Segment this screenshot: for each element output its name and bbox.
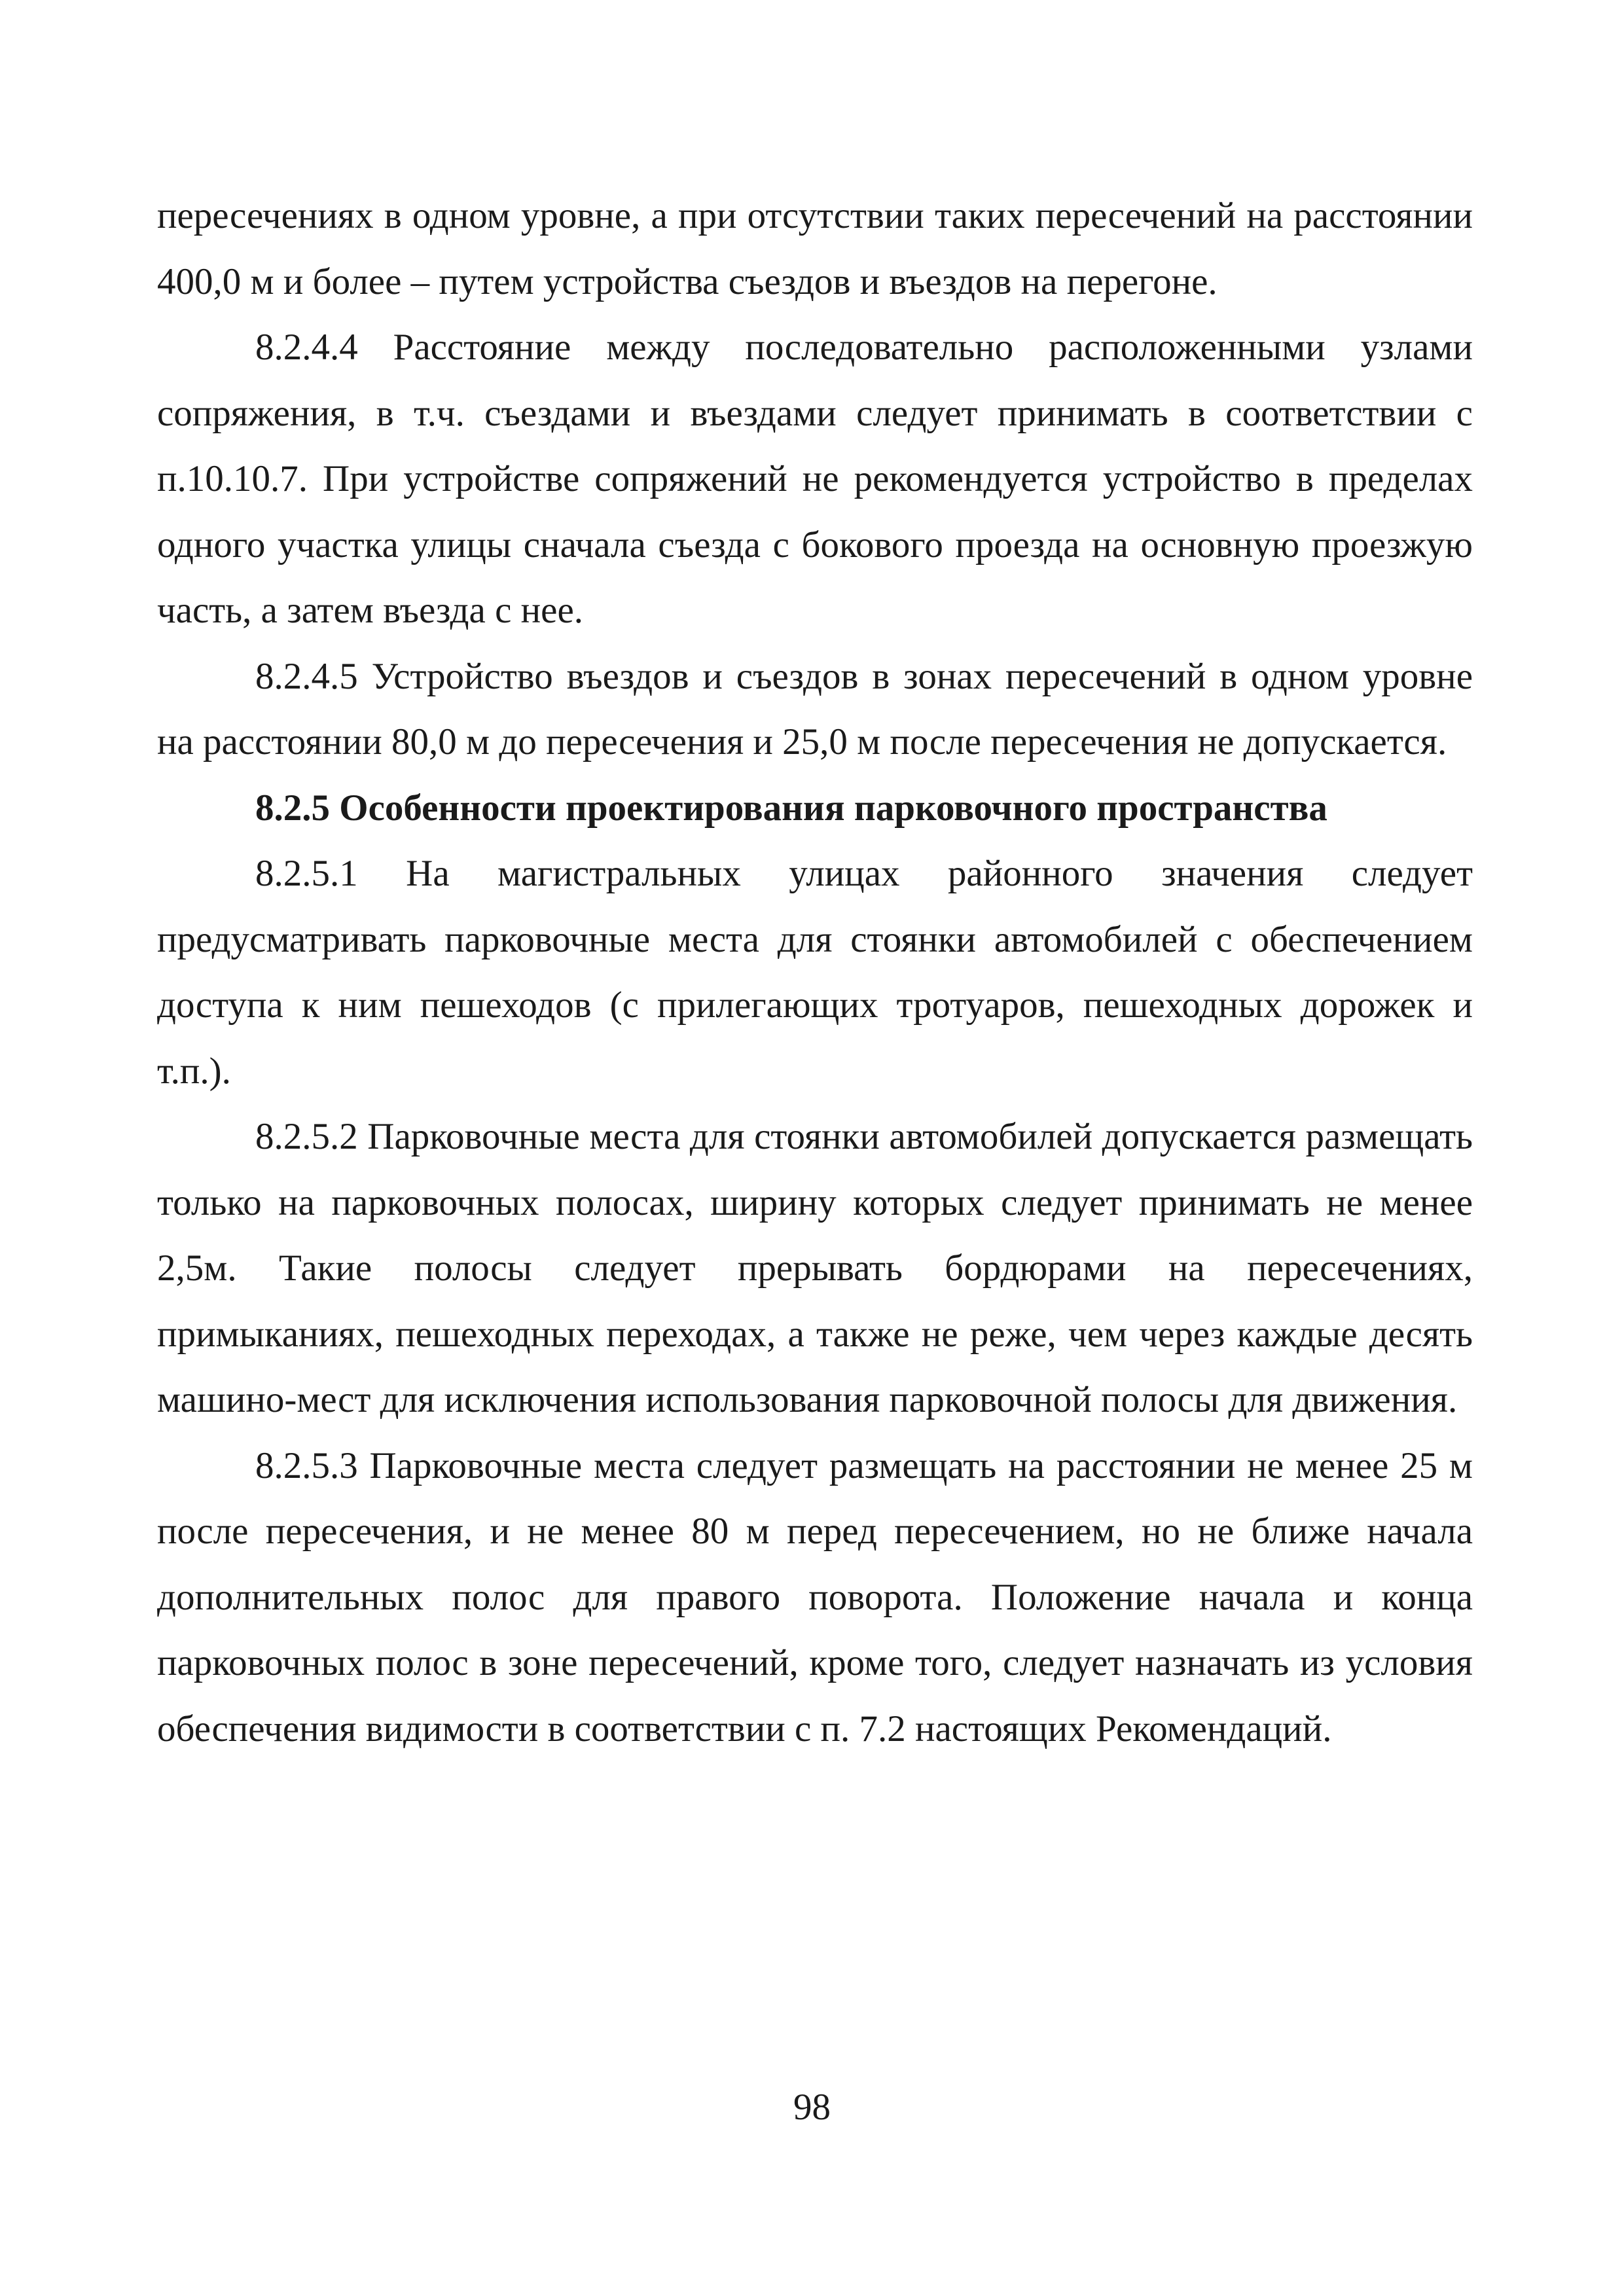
paragraph-8-2-4-4: 8.2.4.4 Расстояние между последовательно расположенными узлами сопряжения, в т.ч. съездами и въездами следует принимать в соответствии с п.10.10.7. При устройстве сопряжений не рекомендуется устройство в пределах одного участка улицы сначала съезда с бокового проезда на основную проезжую часть, а затем въезда с нее. bbox=[157, 327, 1473, 631]
paragraph-8-2-4-5: 8.2.4.5 Устройство въездов и съездов в зонах пересечений в одном уровне на расстоянии 80,0 м до пересечения и 25,0 м после пересечения не допускается. bbox=[157, 655, 1473, 762]
paragraph-8-2-5-2: 8.2.5.2 Парковочные места для стоянки автомобилей допускается размещать только на парковочных полосах, ширину которых следует принимать не менее 2,5м. Такие полосы следует прерывать бордюрами на пересечениях, примыканиях, пешеходных переходах, а также не реже, чем через каждые десять машино-мест для исключения использования парковочной полосы для движения. bbox=[157, 1116, 1473, 1420]
page-number: 98 bbox=[793, 2087, 831, 2128]
paragraph-8-2-5-3: 8.2.5.3 Парковочные места следует размещать на расстоянии не менее 25 м после пересечения, и не менее 80 м перед пересечением, но не ближе начала дополнительных полос для правого поворота. Положение начала и конца парковочных полос в зоне пересечений, кроме того, следует назначать из условия обеспечения видимости в соответствии с п. 7.2 настоящих Рекомендаций. bbox=[157, 1444, 1473, 1749]
document-page bbox=[157, 183, 1473, 1762]
section-heading-8-2-5: 8.2.5 Особенности проектирования парковочного пространства bbox=[255, 787, 1327, 829]
paragraph-8-2-5-1: 8.2.5.1 На магистральных улицах районного значения следует предусматривать парковочные места для стоянки автомобилей с обеспечением доступа к ним пешеходов (с прилегающих тротуаров, пешеходных дорожек и т.п.). bbox=[157, 853, 1473, 1092]
paragraph-continuation: пересечениях в одном уровне, а при отсутствии таких пересечений на расстоянии 400,0 м и более – путем устройства съездов и въездов на перегоне. bbox=[157, 195, 1473, 302]
